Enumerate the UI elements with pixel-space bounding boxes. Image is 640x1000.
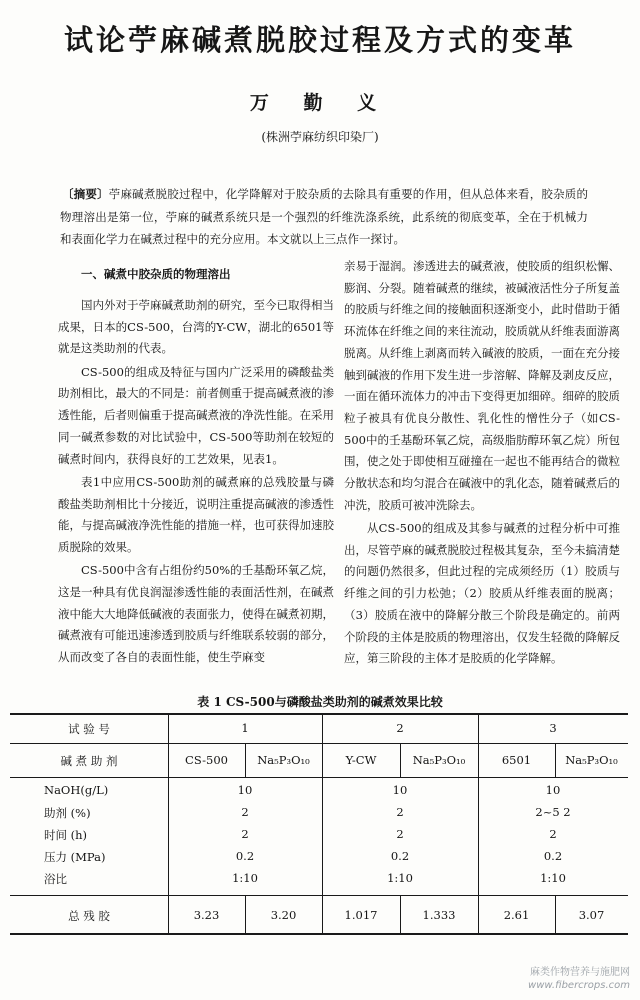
table-agent: Na₅P₃O₁₀ [257,753,310,767]
table-param-value: 10 [237,783,253,797]
body-paragraph: 从CS-500的组成及其参与碱煮的过程分析中可推出，尽管苧麻的碱煮脱胶过程极其复杂，至今未搞清楚的问题仍然很多，但此过程的完成须经历（1）胶质与纤维之间的引力松弛；（2）胶质从纤维表面的脱离；（3）胶质在液中的降解分散三个阶段是确定的。前两个阶段的主体是胶质的物理溶出，仅发生轻微的降解反应，第三阶段的主体才是胶质的化学降解。 [344,521,620,666]
table-param-value: 2 [396,827,404,841]
table-residual-value: 3.07 [578,908,605,922]
body-paragraph: 亲易于湿润。渗透进去的碱煮液，使胶质的组织松懈、膨润、分裂。随着碱煮的继续，被碱液活性分子所复盖的胶质与纤维之间的接触面积逐渐变小，此时借助于循环流体在纤维之间的来往流动，胶质就从纤维表面游离脱离。从纤维上剥离而转入碱液的胶质，一面在充分接触到碱液的作用下发生进一步溶解、降解及剥皮反应，一面在循环流体力的冲击下变得更加细碎。细碎的胶质粒子被具有优良分散性、乳化性的憎性分子（如CS-500中的壬基酚环氧乙烷，高级脂肪醇环氧乙烷）所包围，使之处于即使相互碰撞在一起也不能再结合的微粒分散状态和均匀混合在碱液中的乳化态，随着碱煮后的冲洗，胶质可被冲洗除去。 [344,259,620,512]
table-rule [10,933,628,935]
table-param-label: NaOH(g/L) [44,783,109,797]
table-caption: 表 1 CS-500与磷酸盐类助剂的碱煮效果比较 [197,695,443,709]
table-agent: Na₅P₃O₁₀ [412,753,466,767]
author-affiliation: (株洲苧麻纺织印染厂) [261,130,379,144]
table-residual-value: 3.20 [270,908,297,922]
body-paragraph: 表1中应用CS-500助剂的碱煮麻的总残胶量与磷酸盐类助剂相比十分接近，说明注重提高碱液的渗透性能，与提高碱液净洗性能的措施一样，也可获得加速胶质脱除的效果。 [58,474,334,554]
body-paragraph: 国内外对于苧麻碱煮助剂的研究，至今已取得相当成果，日本的CS-500，台湾的Y-CW，湖北的6501等就是这类助剂的代表。 [58,298,334,356]
table-agent: Y-CW [345,753,377,767]
table-param-value: 2 [241,805,249,819]
table-rule [10,713,628,715]
section-heading: 一、碱煮中胶杂质的物理溶出 [81,267,231,281]
abstract [60,183,588,251]
right-column [344,256,620,672]
table-vline [322,713,323,935]
table-group-header: 1 [241,721,249,735]
table-param-value: 2~5 2 [535,805,571,819]
table-vline [168,713,169,935]
paper-title: 试论苧麻碱煮脱胶过程及方式的变革 [63,23,576,57]
author-name: 万 勤 义 [249,92,391,114]
data-table [10,713,628,935]
table-agent: CS-500 [185,753,228,767]
watermark-url: www.fibercrops.com [528,980,630,991]
table-agent-label: 碱 煮 助 剂 [60,754,118,768]
table-group-header: 2 [396,721,404,735]
table-param-value: 1:10 [540,871,566,885]
body-paragraph: CS-500的组成及特征与国内广泛采用的磷酸盐类助剂相比，最大的不同是：前者侧重于提高碱煮液的渗透性能，后者则偏重于提高碱煮液的净洗性能。在采用同一碱煮参数的对比试验中，CS-500等助剂在较短的碱煮时间内，获得良好的工艺效果，见表1。 [58,364,334,466]
table-param-label: 浴比 [44,872,67,886]
body-paragraph: CS-500中含有占组份约50%的壬基酚环氧乙烷，这是一种具有优良润湿渗透性能的表面活性剂，在碱煮液中能大大地降低碱液的表面张力，使得在碱煮初期，碱煮液有可能迅速渗透到胶质与纤维联系较弱的部分，从而改变了各自的表面性能，使生苧麻变 [58,563,334,665]
table-rule [10,895,628,896]
table-param-value: 10 [545,783,561,797]
table-vline [478,713,479,935]
table-residual-value: 1.333 [422,908,456,922]
table-param-value: 2 [549,827,557,841]
site-watermark [528,966,630,992]
table-rule [10,743,628,744]
table-residual-value: 1.017 [344,908,378,922]
table-param-value: 2 [241,827,249,841]
table-agent: 6501 [501,753,532,767]
table-param-value: 0.2 [390,849,410,863]
table-agent: Na₅P₃O₁₀ [565,753,618,767]
table-param-value: 1:10 [387,871,413,885]
abstract-text: 苧麻碱煮脱胶过程中，化学降解对于胶杂质的去除具有重要的作用，但从总体来看，胶杂质的物理溶出是第一位，苧麻的碱煮系统只是一个强烈的纤维洗涤系统，此系统的彻底变革，全在于机械力和表面化学力在碱煮过程中的充分应用。本文就以上三点作一探讨。 [60,187,589,246]
table-param-label: 压力 (MPa) [44,850,106,864]
table-residual-value: 2.61 [503,908,530,922]
table-param-value: 0.2 [235,849,255,863]
table-residual-value: 3.23 [193,908,220,922]
table-param-label: 助剂 (%) [44,806,91,820]
section-heading-wrap [58,266,334,286]
table-group-header: 3 [549,721,557,735]
table-header-label: 试 验 号 [68,722,110,736]
table-param-value: 1:10 [232,871,258,885]
table-param-value: 2 [396,805,404,819]
table-residual-label: 总 残 胶 [68,909,110,923]
table-param-value: 10 [392,783,408,797]
abstract-label: 〔摘要〕 [62,187,109,201]
table-param-label: 时间 (h) [44,828,88,842]
left-column [58,295,334,670]
table-rule [10,777,628,778]
watermark-line: 麻类作物营养与施肥网 [530,967,630,978]
table-param-value: 0.2 [543,849,563,863]
